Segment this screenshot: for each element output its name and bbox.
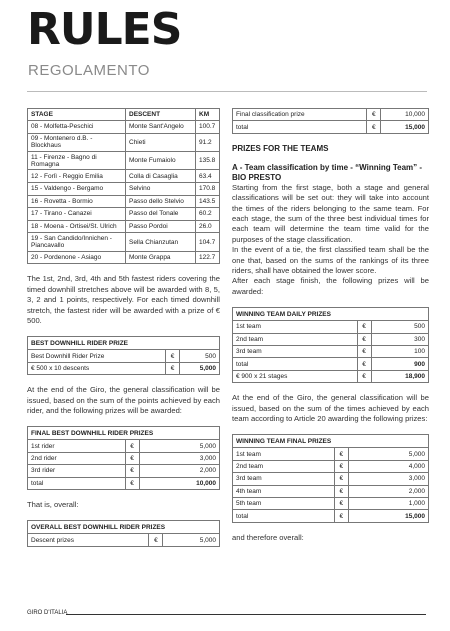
stage-cell: 09 - Montenero d.B. - Blockhaus: [28, 133, 126, 151]
prize-value: 100: [371, 346, 428, 358]
prize-value: 1,000: [348, 497, 428, 509]
descent-cell: Passo del Tonale: [126, 208, 196, 221]
km-cell: 60.2: [196, 208, 220, 221]
descent-cell: Monte Grappa: [126, 251, 196, 264]
prize-label: 4th team: [233, 485, 335, 497]
prize-value: 15,000: [381, 121, 429, 133]
prize-label: total: [28, 477, 126, 489]
table-row: [233, 485, 429, 497]
km-cell: 135.8: [196, 151, 220, 169]
table-row: [28, 170, 220, 183]
prize-label: 2nd team: [233, 460, 335, 472]
general-classification-paragraph: At the end of the Giro, the general classification will be issued, based on the sum of the points achieved by each rider, and the following prizes will be awarded:: [27, 385, 220, 415]
table-row: [28, 362, 220, 374]
stage-cell: 12 - Forlì - Reggio Emilia: [28, 170, 126, 183]
header-divider: [27, 91, 427, 92]
stage-cell: 17 - Tirano - Canazei: [28, 208, 126, 221]
overall-continued-table: [232, 108, 429, 134]
table-row: [233, 321, 429, 333]
prize-value: 5,000: [163, 534, 220, 546]
prize-label: 2nd rider: [28, 452, 126, 464]
km-cell: 63.4: [196, 170, 220, 183]
prize-label: 3rd rider: [28, 465, 126, 477]
km-cell: 100.7: [196, 121, 220, 134]
stage-cell: 08 - Molfetta-Peschici: [28, 121, 126, 134]
prize-label: 3rd team: [233, 473, 335, 485]
team-general-paragraph: At the end of the Giro, the general classification will be issued, based on the sum of the times achieved by each team according to Article 20 awarding the following prizes:: [232, 393, 429, 424]
team-classification-heading: A - Team classification by time - “Winning Team” - BIO PRESTO: [232, 162, 423, 182]
prize-value: 900: [371, 358, 428, 370]
currency-cell: €: [334, 460, 348, 472]
prize-value: 5,000: [180, 362, 220, 374]
descent-cell: Passo dello Stelvio: [126, 195, 196, 208]
currency-cell: €: [334, 510, 348, 522]
descent-cell: Chieti: [126, 133, 196, 151]
section-heading-teams: PRIZES FOR THE TEAMS: [232, 143, 329, 153]
daily-team-table: [232, 307, 429, 383]
table-row: [28, 133, 220, 151]
currency-cell: €: [334, 473, 348, 485]
descent-cell: Monte Fumaiolo: [126, 151, 196, 169]
table-row: [28, 251, 220, 264]
table-row: [233, 460, 429, 472]
page-subtitle: REGOLAMENTO: [28, 62, 150, 79]
table-row: [28, 220, 220, 233]
that-is-text: That is, overall:: [27, 499, 79, 509]
prize-label: total: [233, 358, 358, 370]
descent-cell: Colla di Casaglia: [126, 170, 196, 183]
table-heading: FINAL BEST DOWNHILL RIDER PRIZES: [28, 427, 220, 440]
table-row: [233, 448, 429, 460]
prize-label: € 500 x 10 descents: [28, 362, 166, 374]
stage-cell: 20 - Pordenone - Asiago: [28, 251, 126, 264]
table-row: [233, 333, 429, 345]
prize-value: 300: [371, 333, 428, 345]
final-team-table: [232, 434, 429, 522]
footer-divider: [66, 614, 426, 615]
descent-cell: Passo Pordoi: [126, 220, 196, 233]
prize-value: 15,000: [348, 510, 428, 522]
right-column: [232, 108, 429, 543]
stages-header-descent: DESCENT: [126, 109, 196, 121]
prize-value: 5,000: [348, 448, 428, 460]
km-cell: 143.5: [196, 195, 220, 208]
km-cell: 104.7: [196, 233, 220, 251]
table-row: [233, 358, 429, 370]
prize-label: total: [233, 510, 335, 522]
descent-cell: Monte Sant'Angelo: [126, 121, 196, 134]
currency-cell: €: [357, 321, 371, 333]
prize-label: 2nd team: [233, 333, 358, 345]
table-row: [28, 182, 220, 195]
downhill-points-paragraph: The 1st, 2nd, 3rd, 4th and 5th fastest riders covering the timed downhill stretches above will be awarded with 8, 5, 3, 2 and 1 points, respectively. For each timed downhill stretch, the fastest rider will be awarded with a prize of € 500.: [27, 274, 220, 325]
table-row: [28, 195, 220, 208]
currency-cell: €: [334, 485, 348, 497]
km-cell: 122.7: [196, 251, 220, 264]
currency-cell: €: [166, 350, 180, 362]
descent-cell: Sella Chianzutan: [126, 233, 196, 251]
currency-cell: €: [334, 448, 348, 460]
prize-label: 5th team: [233, 497, 335, 509]
currency-cell: €: [125, 477, 139, 489]
currency-cell: €: [367, 121, 381, 133]
table-row: [28, 208, 220, 221]
prize-label: 1st team: [233, 448, 335, 460]
table-row: [233, 121, 429, 133]
left-column: [27, 108, 220, 547]
table-heading: WINNING TEAM FINAL PRIZES: [233, 435, 429, 448]
prize-value: 4,000: [348, 460, 428, 472]
table-row: [233, 370, 429, 382]
km-cell: 26.0: [196, 220, 220, 233]
table-row: [28, 452, 220, 464]
prize-value: 2,000: [348, 485, 428, 497]
prize-value: 2,000: [139, 465, 219, 477]
table-row: [233, 346, 429, 358]
table-row: [233, 510, 429, 522]
table-row: [28, 465, 220, 477]
team-classification-paragraph: Starting from the first stage, both a stage and general classifications will be set out: they will take into account the times of the riders belonging to the same team. For each stage, the sum of the three best individual times for each team will determine the team time valid for the purposes of the stage classification.: [232, 182, 429, 244]
stages-header-stage: STAGE: [28, 109, 126, 121]
prize-value: 3,000: [348, 473, 428, 485]
table-row: [28, 440, 220, 452]
therefore-text: and therefore overall:: [232, 532, 304, 542]
prize-value: 5,000: [139, 440, 219, 452]
prize-value: 18,900: [371, 370, 428, 382]
table-row: [28, 151, 220, 169]
table-row: [28, 534, 220, 546]
table-row: [28, 350, 220, 362]
prize-label: 1st team: [233, 321, 358, 333]
currency-cell: €: [125, 452, 139, 464]
prize-label: Final classification prize: [233, 109, 367, 121]
table-heading: OVERALL BEST DOWNHILL RIDER PRIZES: [28, 521, 220, 534]
prize-label: Descent prizes: [28, 534, 149, 546]
stage-cell: 15 - Valdengo - Bergamo: [28, 182, 126, 195]
stages-header-row: [28, 109, 220, 121]
final-downhill-table: [27, 426, 220, 490]
currency-cell: €: [125, 465, 139, 477]
currency-cell: €: [357, 370, 371, 382]
after-stage-paragraph: After each stage finish, the following prizes will be awarded:: [232, 276, 429, 296]
prize-value: 500: [371, 321, 428, 333]
currency-cell: €: [166, 362, 180, 374]
prize-value: 3,000: [139, 452, 219, 464]
best-downhill-table: [27, 336, 220, 375]
stage-cell: 18 - Moena - Ortisei/St. Ulrich: [28, 220, 126, 233]
tie-paragraph: In the event of a tie, the first classified team shall be the one that, based on the sums of the rankings of its three riders, shall have obtained the lower score.: [232, 245, 429, 276]
prize-label: Best Downhill Rider Prize: [28, 350, 166, 362]
currency-cell: €: [334, 497, 348, 509]
currency-cell: €: [357, 358, 371, 370]
km-cell: 91.2: [196, 133, 220, 151]
stages-table: [27, 108, 220, 264]
overall-downhill-table: [27, 520, 220, 546]
table-row: [233, 473, 429, 485]
table-row: [233, 109, 429, 121]
page-title: RULES: [27, 4, 182, 55]
currency-cell: €: [367, 109, 381, 121]
prize-value: 10,000: [139, 477, 219, 489]
stage-cell: 11 - Firenze - Bagno di Romagna: [28, 151, 126, 169]
table-heading: WINNING TEAM DAILY PRIZES: [233, 308, 429, 321]
table-row: [28, 477, 220, 489]
table-row: [28, 233, 220, 251]
currency-cell: €: [149, 534, 163, 546]
prize-value: 10,000: [381, 109, 429, 121]
km-cell: 170.8: [196, 182, 220, 195]
currency-cell: €: [125, 440, 139, 452]
prize-label: 3rd team: [233, 346, 358, 358]
prize-label: total: [233, 121, 367, 133]
table-row: [233, 497, 429, 509]
table-heading: BEST DOWNHILL RIDER PRIZE: [28, 337, 220, 350]
currency-cell: €: [357, 333, 371, 345]
footer-label: GIRO D'ITALIA: [27, 610, 68, 616]
table-row: [28, 121, 220, 134]
prize-label: € 900 x 21 stages: [233, 370, 358, 382]
descent-cell: Selvino: [126, 182, 196, 195]
prize-label: 1st rider: [28, 440, 126, 452]
stages-header-km: KM: [196, 109, 220, 121]
stage-cell: 16 - Rovetta - Bormio: [28, 195, 126, 208]
prize-value: 500: [180, 350, 220, 362]
stage-cell: 19 - San Candido/Innichen - Piancavallo: [28, 233, 126, 251]
currency-cell: €: [357, 346, 371, 358]
